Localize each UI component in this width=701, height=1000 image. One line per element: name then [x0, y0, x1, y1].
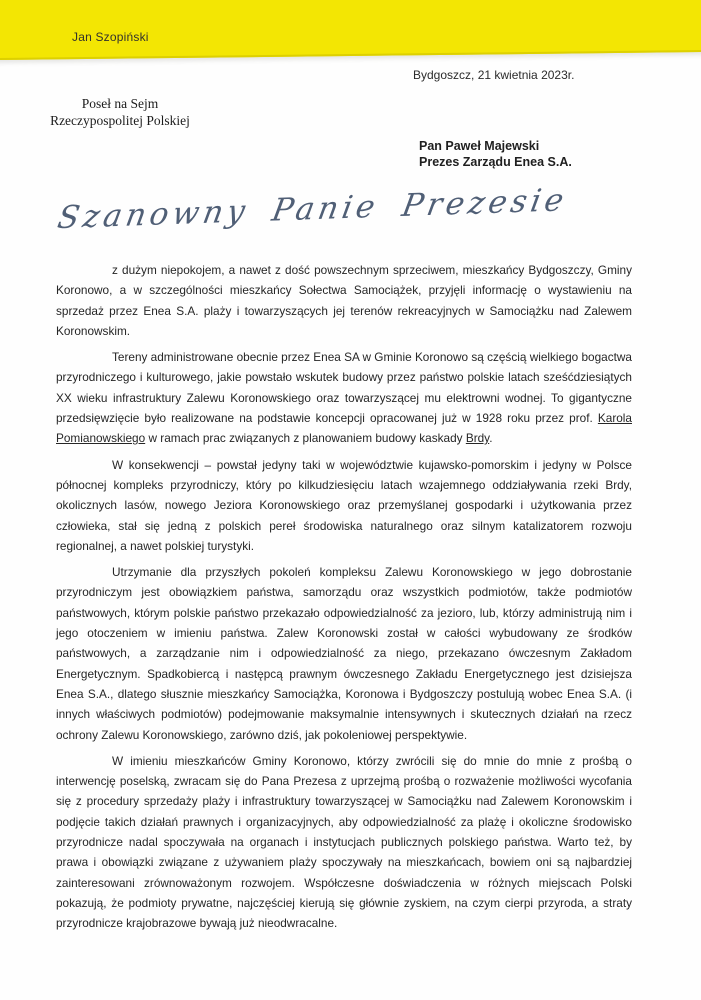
sender-title-line2: Rzeczypospolitej Polskiej	[50, 113, 190, 128]
sender-title-line1: Poseł na Sejm	[81, 96, 159, 111]
letter-paragraph	[56, 347, 632, 448]
paragraph-text: z dużym niepokojem, a nawet z dość powszechnym sprzeciwem, mieszkańcy Bydgoszczy, Gminy Koronowo, a w szczególności mieszkańcy Sołectwa Samociążek, przyjęli informację o wystawieniu na sprzedaż przez Enea S.A. plaży i towarzyszących jej terenów rekreacyjnych w Samociążku nad Zalewem Koronowskim.	[56, 263, 632, 338]
letter-body	[56, 260, 632, 940]
letter-paragraph	[56, 260, 632, 341]
paragraph-text: Utrzymanie dla przyszłych pokoleń kompleksu Zalewu Koronowskiego w jego dobrostanie przyrodniczym jest obowiązkiem państwa, samorządu oraz wszystkich podmiotów, także podmiotów państwowych, którym polskie państwo przekazało odpowiedzialność za jezioro, lub, którzy administrują nim i jego otoczeniem w imieniu państwa. Zalew Koronowski został w całości wybudowany ze środków państwowych, a zarządzanie nim i odpowiedzialność za niego, przekazano ówczesnym Zakładom Energetycznym. Spadkobiercą i następcą prawnym ówczesnego Zakładu Energetycznego jest dzisiejsza Enea S.A., dlatego słusznie mieszkańcy Samociążka, Koronowa i Bydgoszczy postulują wobec Enea S.A. (i innych właściwych podmiotów) podejmowanie maksymalnie intensywnych i skutecznych działań na rzecz ochrony Zalewu Koronowskiego, zarówno dziś, jak pokoleniowej perspektywie.	[56, 565, 632, 742]
handwritten-salutation: Szanowny Panie Prezesie	[54, 182, 571, 237]
letter-paragraph	[56, 751, 632, 934]
paragraph-text: W konsekwencji – powstał jedyny taki w województwie kujawsko-pomorskim i jedyny w Polsce północnej kompleks przyrodniczy, który po kilkudziesięciu latach wzajemnego oddziaływania rzeki Brdy, okolicznych lasów, nowego Jeziora Koronowskiego oraz przemyślanej gospodarki i użytkowania przez człowieka, stał się jedną z polskich pereł środowiska naturalnego oraz silnym katalizatorem rozwoju regionalnej, a nawet polskiej turystyki.	[56, 457, 632, 553]
paragraph-text: Tereny administrowane obecnie przez Enea SA w Gminie Koronowo są częścią wielkiego bogactwa przyrodniczego i kulturowego, jakie powstało wskutek budowy przez państwo polskie latach sześćdziesiątych XX wieku infrastruktury Zalewu Koronowskiego oraz towarzyszącej mu elektrowni wodnej. To gigantyczne przedsięwzięcie było realizowane na podstawie koncepcji opracowanej już w 1928 roku przez prof.	[56, 350, 632, 426]
underlined-text: Brdy	[465, 431, 490, 446]
letter-paragraph	[56, 562, 632, 745]
letter-paragraph	[56, 455, 632, 556]
recipient-name: Pan Paweł Majewski	[419, 139, 540, 153]
sender-title-block	[30, 95, 210, 129]
recipient-title: Prezes Zarządu Enea S.A.	[419, 155, 572, 169]
paragraph-text: w ramach prac związanych z planowaniem budowy kaskady	[145, 431, 466, 446]
header-sender-name: Jan Szopiński	[72, 30, 149, 44]
underlined-text: Karola Pomianowskiego	[56, 411, 632, 446]
recipient-block	[419, 138, 572, 170]
paragraph-text: W imieniu mieszkańców Gminy Koronowo, którzy zwrócili się do mnie do mnie z prośbą o interwencję poselską, zwracam się do Pana Prezesa z uprzejmą prośbą o rozważenie możliwości wycofania się z procedury sprzedaży plaży i infrastruktury towarzyszącej w Samociążku nad Zalewem Koronowskim i podjęcie takich działań prawnych i organizacyjnych, aby odpowiedzialność za plażę i okoliczne środowisko przyrodnicze nadal spoczywała na organach i instytucjach publicznych polskiego państwa. Warto też, by prawa i obowiązki związane z używaniem plaży spoczywały na mieszkańcach, bowiem oni są najbardziej zainteresowani zrównoważonym rozwojem. Współczesne doświadczenia w różnych miejscach Polski pokazują, że podmioty prywatne, najczęściej kierują się głównie zyskiem, na czym cierpi przyroda, a straty przyrodnicze krajobrazowe bywają już nieodwracalne.	[56, 753, 632, 931]
dateline: Bydgoszcz, 21 kwietnia 2023r.	[413, 68, 575, 82]
paragraph-text: .	[489, 431, 493, 446]
